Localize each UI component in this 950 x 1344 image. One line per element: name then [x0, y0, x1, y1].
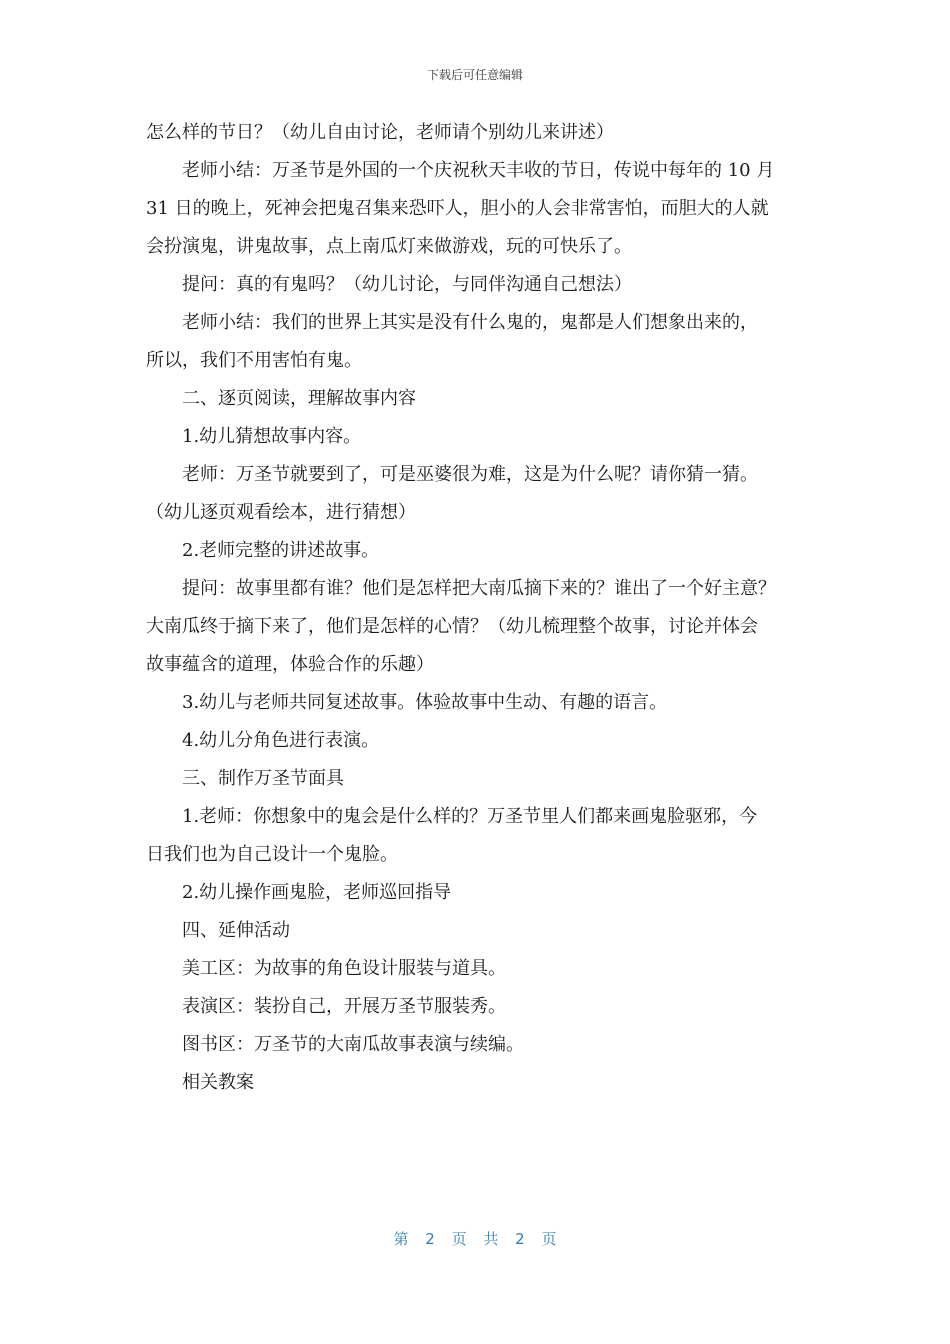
document-body: [146, 114, 808, 1102]
page-number-footer: 第 2 页 共 2 页: [393, 1230, 557, 1248]
text-line: 提问：故事里都有谁？他们是怎样把大南瓜摘下来的？谁出了一个好主意？: [182, 578, 776, 599]
page-header: 下载后可任意编辑: [426, 68, 523, 82]
text-line: 相关教案: [182, 1072, 254, 1093]
section-heading: 四、延伸活动: [182, 920, 290, 941]
text-line: 1.老师：你想象中的鬼会是什么样的？万圣节里人们都来画鬼脸驱邪，今: [182, 806, 758, 827]
text-line: 大南瓜终于摘下来了，他们是怎样的心情？（幼儿梳理整个故事，讨论并体会: [146, 616, 758, 637]
text-line: 老师小结：万圣节是外国的一个庆祝秋天丰收的节日，传说中每年的 10 月: [182, 160, 775, 181]
text-line: 美工区：为故事的角色设计服装与道具。: [182, 958, 506, 979]
text-line: 图书区：万圣节的大南瓜故事表演与续编。: [182, 1034, 524, 1055]
section-heading: 三、制作万圣节面具: [182, 768, 344, 789]
text-line: 提问：真的有鬼吗？（幼儿讨论，与同伴沟通自己想法）: [182, 274, 632, 295]
text-line: （幼儿逐页观看绘本，进行猜想）: [146, 502, 416, 523]
text-line: 31 日的晚上，死神会把鬼召集来恐吓人，胆小的人会非常害怕，而胆大的人就: [146, 198, 769, 219]
text-line: 表演区：装扮自己，开展万圣节服装秀。: [182, 996, 506, 1017]
text-line: 会扮演鬼，讲鬼故事，点上南瓜灯来做游戏，玩的可快乐了。: [146, 236, 632, 257]
text-line: 1.幼儿猜想故事内容。: [182, 426, 362, 447]
text-line: 2.老师完整的讲述故事。: [182, 540, 380, 561]
section-heading: 二、逐页阅读，理解故事内容: [182, 388, 416, 409]
text-line: 故事蕴含的道理，体验合作的乐趣）: [146, 654, 434, 675]
text-line: 3.幼儿与老师共同复述故事。体验故事中生动、有趣的语言。: [182, 692, 668, 713]
text-line: 2.幼儿操作画鬼脸，老师巡回指导: [182, 882, 452, 903]
text-line: 怎么样的节日？（幼儿自由讨论，老师请个别幼儿来讲述）: [146, 122, 614, 143]
text-line: 4.幼儿分角色进行表演。: [182, 730, 380, 751]
text-line: 老师：万圣节就要到了，可是巫婆很为难，这是为什么呢？请你猜一猜。: [182, 464, 758, 485]
text-line: 所以，我们不用害怕有鬼。: [146, 350, 362, 371]
text-line: 日我们也为自己设计一个鬼脸。: [146, 844, 398, 865]
text-line: 老师小结：我们的世界上其实是没有什么鬼的，鬼都是人们想象出来的，: [182, 312, 758, 333]
